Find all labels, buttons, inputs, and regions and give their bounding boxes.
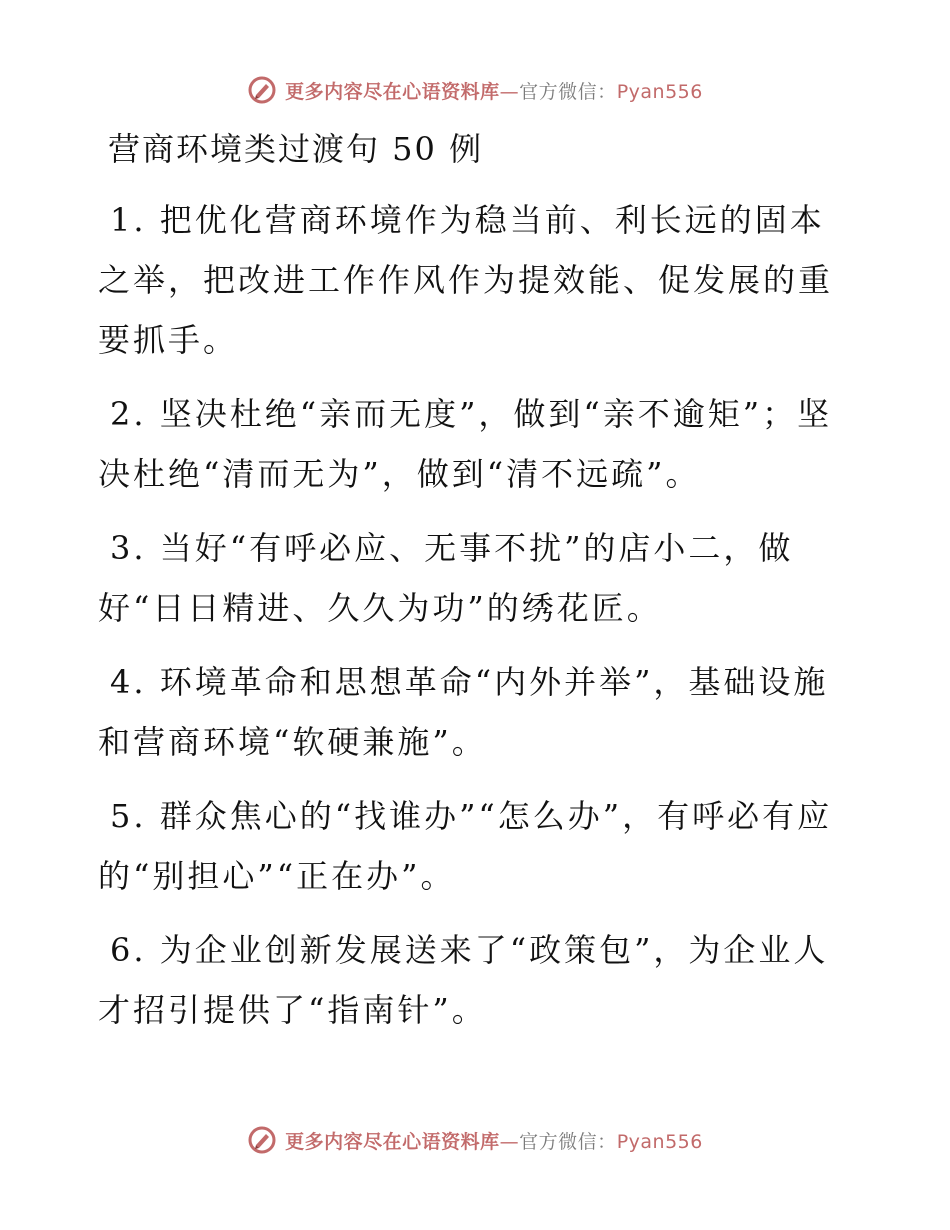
pen-logo-icon bbox=[247, 75, 277, 105]
document-title: 营商环境类过渡句 50 例 bbox=[108, 130, 484, 168]
watermark-text bbox=[285, 1127, 703, 1154]
watermark-label: 官方微信： bbox=[519, 80, 617, 103]
watermark-label: 官方微信： bbox=[519, 1130, 617, 1153]
watermark-wechat-id: Pyan556 bbox=[616, 1130, 703, 1153]
watermark-text bbox=[285, 77, 703, 104]
list-item: 2. 坚决杜绝“亲而无度”，做到“亲不逾矩”；坚决杜绝“清而无为”，做到“清不远疏”。 bbox=[98, 395, 833, 493]
watermark-dash: — bbox=[499, 80, 520, 103]
watermark-brand: 更多内容尽在心语资料库 bbox=[285, 80, 500, 103]
watermark-dash: — bbox=[499, 1130, 520, 1153]
footer-watermark bbox=[0, 1120, 950, 1160]
header-watermark bbox=[0, 70, 950, 110]
pen-logo-icon bbox=[247, 1125, 277, 1155]
list-item: 6. 为企业创新发展送来了“政策包”，为企业人才招引提供了“指南针”。 bbox=[98, 931, 829, 1029]
sentence-list bbox=[98, 190, 858, 1054]
watermark-brand: 更多内容尽在心语资料库 bbox=[285, 1130, 500, 1153]
list-item: 1. 把优化营商环境作为稳当前、利长远的固本之举，把改进工作作风作为提效能、促发展的重要抓手。 bbox=[98, 201, 834, 359]
watermark-wechat-id: Pyan556 bbox=[616, 80, 703, 103]
list-item: 4. 环境革命和思想革命“内外并举”，基础设施和营商环境“软硬兼施”。 bbox=[98, 663, 829, 761]
list-item: 3. 当好“有呼必应、无事不扰”的店小二，做好“日日精进、久久为功”的绣花匠。 bbox=[98, 529, 794, 627]
list-item: 5. 群众焦心的“找谁办”“怎么办”，有呼必有应的“别担心”“正在办”。 bbox=[98, 797, 833, 895]
